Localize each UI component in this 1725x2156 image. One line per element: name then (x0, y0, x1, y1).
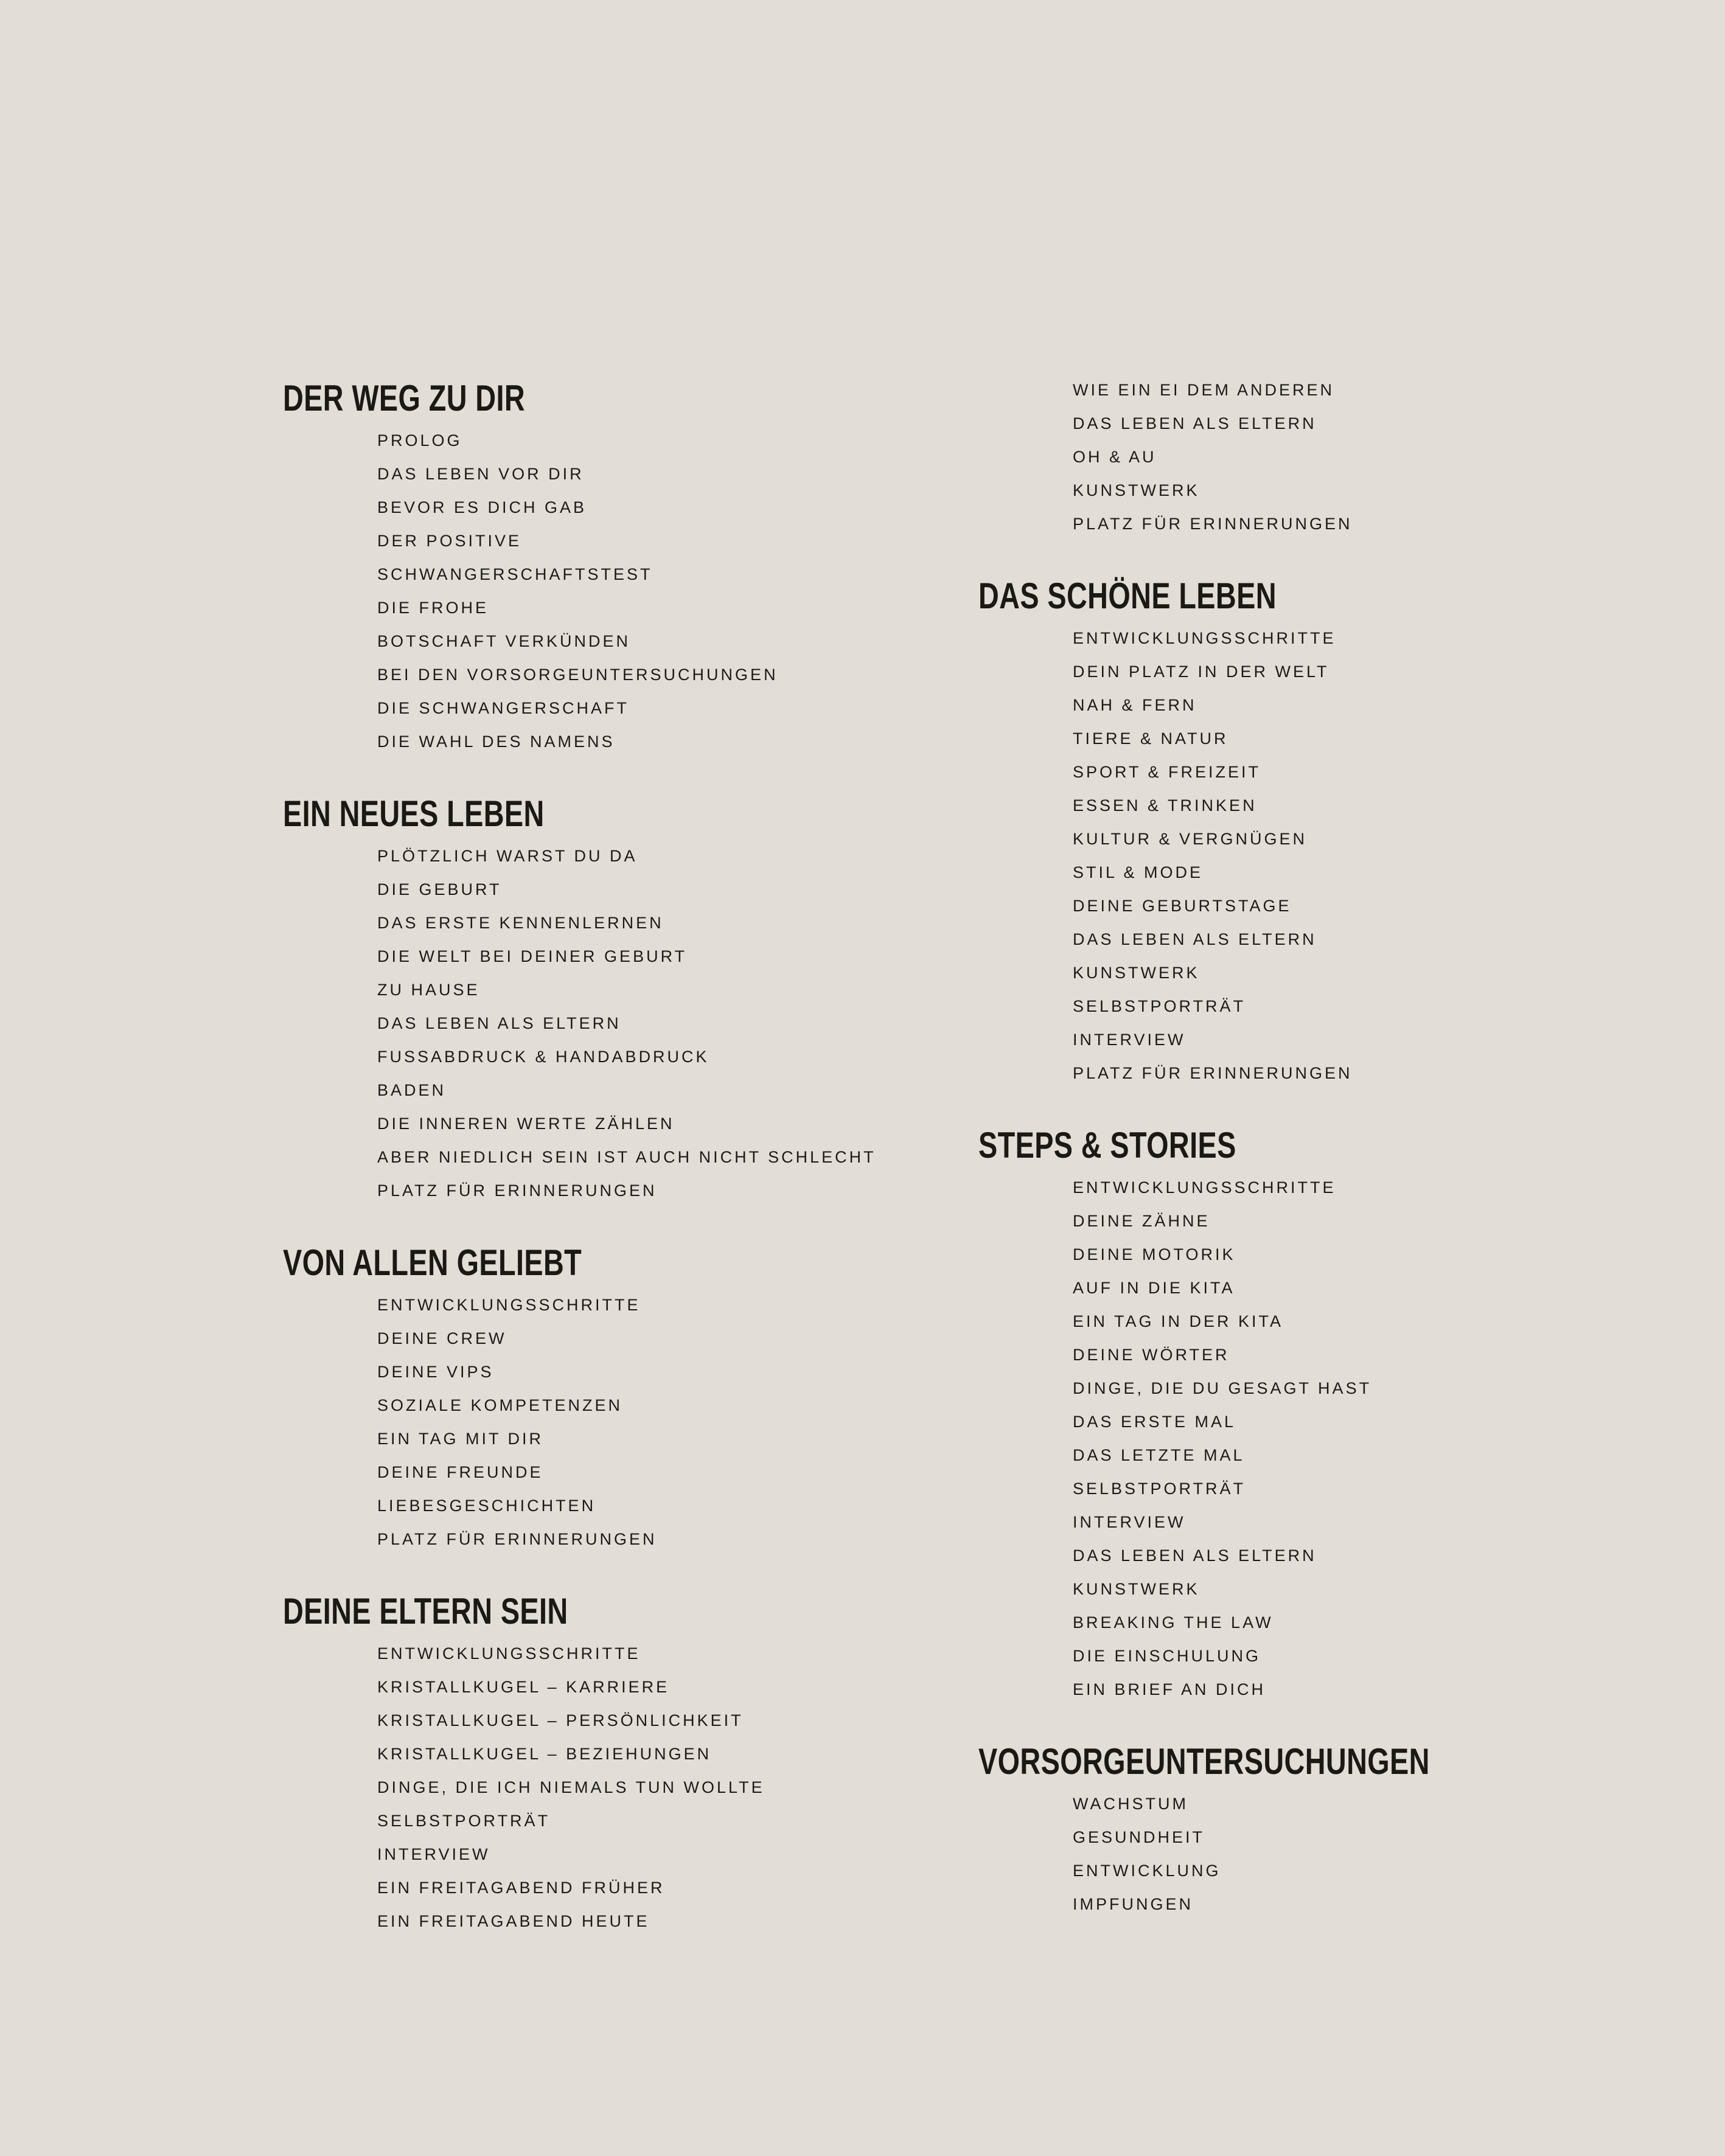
toc-item: ZU HAUSE (377, 981, 480, 999)
toc-item: DAS LEBEN ALS ELTERN (1073, 414, 1317, 433)
toc-item: SELBSTPORTRÄT (1073, 1480, 1246, 1498)
toc-item: ENTWICKLUNGSSCHRITTE (1073, 1178, 1336, 1197)
toc-item: LIEBESGESCHICHTEN (377, 1497, 596, 1515)
toc-item: DAS LETZTE MAL (1073, 1446, 1245, 1464)
toc-item: DIE INNEREN WERTE ZÄHLEN (377, 1115, 675, 1133)
toc-item: KRISTALLKUGEL – BEZIEHUNGEN (377, 1745, 712, 1763)
toc-item: SPORT & FREIZEIT (1073, 763, 1261, 781)
toc-item: BEI DEN VORSORGEUNTERSUCHUNGEN (377, 666, 778, 684)
section-heading (978, 1125, 1709, 1166)
section-heading (283, 1591, 1013, 1632)
toc-item: KRISTALLKUGEL – PERSÖNLICHKEIT (377, 1711, 744, 1730)
toc-item: DAS ERSTE KENNENLERNEN (377, 914, 664, 932)
section-heading (283, 378, 1013, 419)
toc-item: DEINE FREUNDE (377, 1463, 543, 1481)
toc-item: ENTWICKLUNGSSCHRITTE (377, 1296, 641, 1314)
toc-item: DIE SCHWANGERSCHAFT (377, 699, 630, 717)
toc-item: DEINE ZÄHNE (1073, 1212, 1210, 1230)
toc-item: DAS ERSTE MAL (1073, 1413, 1236, 1431)
toc-item: INTERVIEW (1073, 1031, 1186, 1049)
toc-item: EIN TAG MIT DIR (377, 1430, 544, 1448)
toc-item: ESSEN & TRINKEN (1073, 796, 1257, 815)
toc-item: PLATZ FÜR ERINNERUNGEN (377, 1530, 657, 1548)
toc-item: DAS LEBEN ALS ELTERN (1073, 1546, 1317, 1565)
section-heading-text: DER WEG ZU DIR (283, 378, 526, 419)
toc-item: IMPFUNGEN (1073, 1895, 1193, 1913)
toc-item: DER POSITIVE (377, 532, 522, 550)
toc-section (978, 374, 1709, 541)
toc-item: DIE WAHL DES NAMENS (377, 732, 615, 751)
toc-item: DIE EINSCHULUNG (1073, 1647, 1261, 1665)
toc-section (978, 1742, 1709, 1921)
toc-item: NAH & FERN (1073, 696, 1197, 714)
toc-section (978, 576, 1709, 1090)
toc-item: INTERVIEW (1073, 1513, 1186, 1531)
toc-section (283, 1591, 1013, 1938)
toc-column-left (283, 378, 1013, 1973)
toc-item: DIE WELT BEI DEINER GEBURT (377, 947, 688, 965)
toc-item: KUNSTWERK (1073, 481, 1200, 499)
toc-item: ENTWICKLUNG (1073, 1862, 1221, 1880)
toc-item: GESUNDHEIT (1073, 1828, 1205, 1846)
section-heading-text: DAS SCHÖNE LEBEN (978, 576, 1277, 616)
toc-item: DEIN PLATZ IN DER WELT (1073, 662, 1329, 681)
toc-item: PROLOG (377, 431, 462, 450)
toc-item: PLATZ FÜR ERINNERUNGEN (1073, 515, 1353, 533)
toc-item: EIN TAG IN DER KITA (1073, 1312, 1284, 1330)
toc-section (283, 1243, 1013, 1556)
toc-item: BADEN (377, 1081, 447, 1099)
toc-item: SOZIALE KOMPETENZEN (377, 1396, 623, 1414)
section-heading (283, 794, 1013, 834)
toc-item: DEINE CREW (377, 1329, 507, 1348)
toc-item: DIE FROHE (377, 599, 489, 617)
toc-item: KRISTALLKUGEL – KARRIERE (377, 1678, 670, 1696)
toc-item: WIE EIN EI DEM ANDEREN (1073, 381, 1335, 399)
section-heading-text: EIN NEUES LEBEN (283, 793, 545, 834)
section-heading-text: DEINE ELTERN SEIN (283, 1591, 568, 1632)
toc-item: EIN FREITAGABEND FRÜHER (377, 1879, 665, 1897)
toc-section (283, 378, 1013, 759)
toc-item: INTERVIEW (377, 1845, 490, 1863)
section-items (283, 840, 1013, 1208)
section-items (283, 1637, 1013, 1938)
section-items (283, 1288, 1013, 1556)
toc-item: DEINE WÖRTER (1073, 1346, 1230, 1364)
toc-item: WACHSTUM (1073, 1795, 1188, 1813)
section-items (978, 622, 1709, 1090)
toc-item: OH & AU (1073, 448, 1157, 466)
toc-item: BOTSCHAFT VERKÜNDEN (377, 632, 631, 650)
toc-column-right (978, 374, 1709, 1956)
toc-item: STIL & MODE (1073, 863, 1204, 882)
toc-item: DAS LEBEN VOR DIR (377, 465, 584, 483)
toc-section (283, 794, 1013, 1208)
toc-item: ENTWICKLUNGSSCHRITTE (377, 1644, 641, 1663)
toc-item: BREAKING THE LAW (1073, 1613, 1274, 1632)
toc-item: KUNSTWERK (1073, 1580, 1200, 1598)
section-items (978, 1787, 1709, 1921)
toc-item: KULTUR & VERGNÜGEN (1073, 830, 1308, 848)
section-items (283, 424, 1013, 759)
toc-item: BEVOR ES DICH GAB (377, 498, 587, 516)
toc-item: TIERE & NATUR (1073, 729, 1228, 748)
section-heading-text: STEPS & STORIES (978, 1125, 1236, 1166)
toc-item: PLATZ FÜR ERINNERUNGEN (377, 1181, 657, 1200)
toc-item: ABER NIEDLICH SEIN IST AUCH NICHT SCHLECHT (377, 1148, 876, 1166)
toc-item: ENTWICKLUNGSSCHRITTE (1073, 629, 1336, 647)
toc-item: PLATZ FÜR ERINNERUNGEN (1073, 1064, 1353, 1082)
toc-item: DINGE, DIE ICH NIEMALS TUN WOLLTE (377, 1778, 765, 1796)
toc-item: PLÖTZLICH WARST DU DA (377, 847, 638, 865)
toc-item: DAS LEBEN ALS ELTERN (377, 1014, 621, 1032)
toc-item: KUNSTWERK (1073, 964, 1200, 982)
toc-item: SELBSTPORTRÄT (1073, 997, 1246, 1015)
section-heading (283, 1243, 1013, 1283)
toc-item: EIN BRIEF AN DICH (1073, 1680, 1266, 1699)
toc-item: DEINE VIPS (377, 1363, 494, 1381)
toc-section (978, 1125, 1709, 1706)
toc-item: DEINE GEBURTSTAGE (1073, 897, 1292, 915)
toc-item: SELBSTPORTRÄT (377, 1812, 551, 1830)
toc-item: DEINE MOTORIK (1073, 1245, 1236, 1264)
toc-item: DIE GEBURT (377, 880, 502, 899)
toc-item: DINGE, DIE DU GESAGT HAST (1073, 1379, 1372, 1397)
toc-item: EIN FREITAGABEND HEUTE (377, 1912, 650, 1930)
section-heading-text: VORSORGEUNTERSUCHUNGEN (978, 1741, 1430, 1782)
toc-item: FUSSABDRUCK & HANDABDRUCK (377, 1048, 709, 1066)
section-items (978, 1171, 1709, 1706)
toc-item: AUF IN DIE KITA (1073, 1279, 1235, 1297)
section-heading (978, 1742, 1709, 1782)
section-heading (978, 576, 1709, 616)
section-items (978, 374, 1709, 541)
toc-item: DAS LEBEN ALS ELTERN (1073, 930, 1317, 948)
toc-item: SCHWANGERSCHAFTSTEST (377, 565, 653, 583)
section-heading-text: VON ALLEN GELIEBT (283, 1242, 582, 1283)
